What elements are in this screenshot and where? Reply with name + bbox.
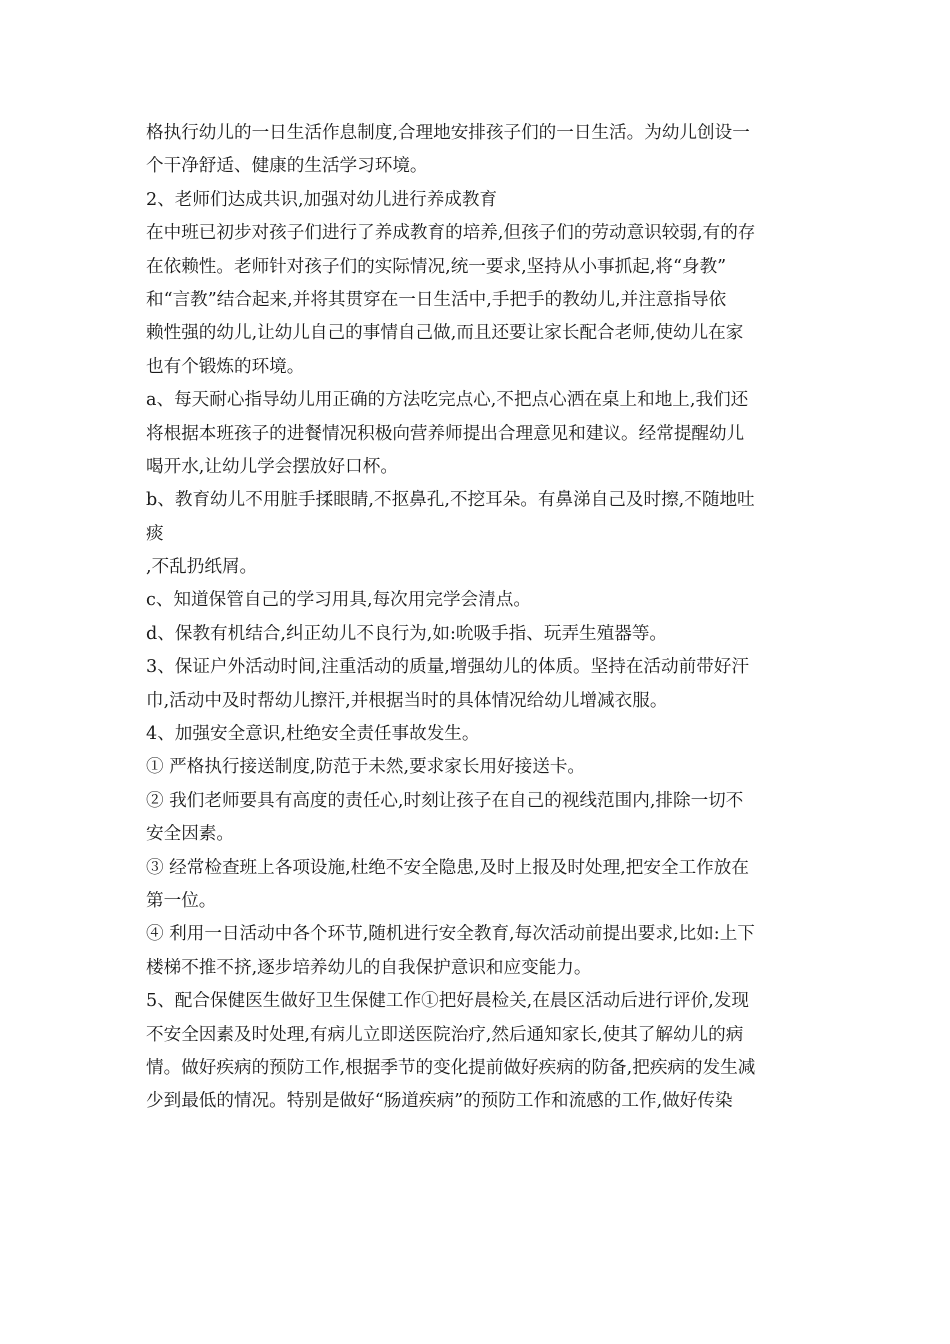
text-line: d、保教有机结合,纠正幼儿不良行为,如:吮吸手指、玩弄生殖器等。 (146, 623, 668, 644)
text-line: 格执行幼儿的一日生活作息制度,合理地安排孩子们的一日生活。为幼儿创设一 (146, 123, 750, 143)
text-line: 将根据本班孩子的进餐情况积极向营养师提出合理意见和建议。经常提醒幼儿 (146, 423, 745, 444)
text-line: c、知道保管自己的学习用具,每次用完学会清点。 (146, 590, 531, 611)
text-line: 在依赖性。老师针对孩子们的实际情况,统一要求,坚持从小事抓起,将“身教” (146, 256, 727, 277)
text-line: ,不乱扔纸屑。 (146, 557, 258, 578)
text-line: 第一位。 (146, 890, 217, 911)
text-line: 在中班已初步对孩子们进行了养成教育的培养,但孩子们的劳动意识较弱,有的存 (146, 223, 756, 244)
document-body (146, 117, 810, 1119)
text-line: 5、配合保健医生做好卫生保健工作①把好晨检关,在晨区活动后进行评价,发现 (146, 991, 749, 1012)
text-line: 也有个锻炼的环境。 (146, 356, 305, 377)
text-line: 赖性强的幼儿,让幼儿自己的事情自己做,而且还要让家长配合老师,使幼儿在家 (146, 323, 744, 344)
text-line: 和“言教”结合起来,并将其贯穿在一日生活中,手把手的教幼儿,并注意指导依 (146, 289, 727, 310)
text-line: 3、保证户外活动时间,注重活动的质量,增强幼儿的体质。坚持在活动前带好汗 (146, 657, 749, 678)
text-line: 巾,活动中及时帮幼儿擦汗,并根据当时的具体情况给幼儿增减衣服。 (146, 690, 668, 711)
text-line: 4、加强安全意识,杜绝安全责任事故发生。 (146, 724, 480, 745)
text-line: 情。做好疾病的预防工作,根据季节的变化提前做好疾病的防备,把疾病的发生减 (146, 1057, 756, 1078)
text-line: 喝开水,让幼儿学会摆放好口杯。 (146, 456, 398, 477)
text-line: ① 严格执行接送制度,防范于未然,要求家长用好接送卡。 (146, 757, 586, 778)
text-line: 不安全因素及时处理,有病儿立即送医院治疗,然后通知家长,使其了解幼儿的病 (146, 1024, 744, 1045)
text-line: ② 我们老师要具有高度的责任心,时刻让孩子在自己的视线范围内,排除一切不 (146, 790, 744, 811)
text-line: 少到最低的情况。特别是做好“肠道疾病”的预防工作和流感的工作,做好传染 (146, 1091, 733, 1112)
text-line: ③ 经常检查班上各项设施,杜绝不安全隐患,及时上报及时处理,把安全工作放在 (146, 857, 749, 878)
text-line: a、每天耐心指导幼儿用正确的方法吃完点心,不把点心洒在桌上和地上,我们还 (146, 390, 749, 411)
text-line: 2、老师们达成共识,加强对幼儿进行养成教育 (146, 189, 498, 210)
text-line: 个干净舒适、健康的生活学习环境。 (146, 156, 428, 177)
text-line: 安全因素。 (146, 824, 234, 845)
text-line: 痰 (146, 523, 164, 544)
text-line: b、教育幼儿不用脏手揉眼睛,不抠鼻孔,不挖耳朵。有鼻涕自己及时擦,不随地吐 (146, 490, 755, 511)
text-line: ④ 利用一日活动中各个环节,随机进行安全教育,每次活动前提出要求,比如:上下 (146, 924, 755, 945)
text-line: 楼梯不推不挤,逐步培养幼儿的自我保护意识和应变能力。 (146, 957, 592, 978)
